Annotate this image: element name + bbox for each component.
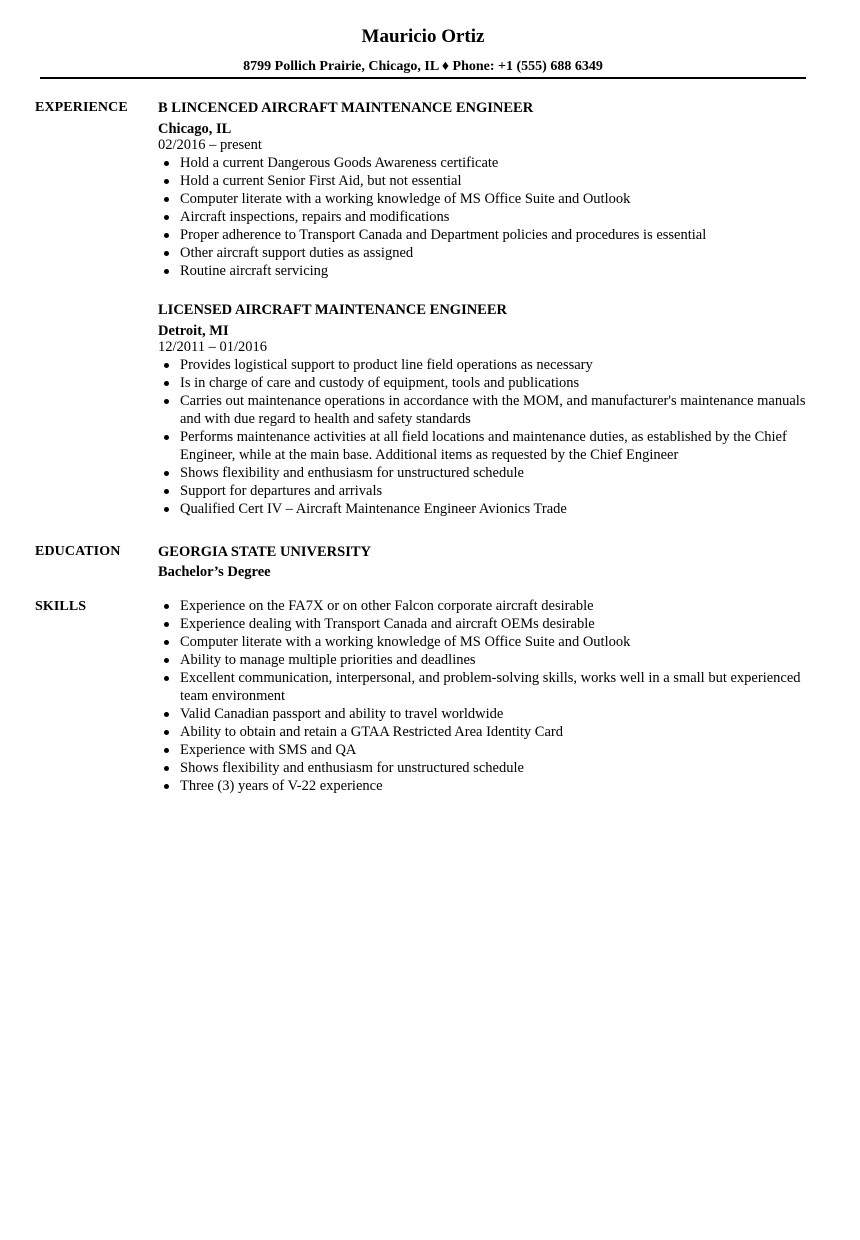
bullet-icon <box>164 363 169 368</box>
list-item <box>158 356 818 374</box>
bullet-icon <box>164 215 169 220</box>
job-duties-list <box>158 356 818 518</box>
bullet-icon <box>164 399 169 404</box>
bullet-icon <box>164 161 169 166</box>
list-item <box>158 777 818 795</box>
duty-text: Other aircraft support duties as assigned <box>180 245 414 261</box>
bullet-icon <box>164 604 169 609</box>
skills-list <box>158 597 818 795</box>
duty-text: Qualified Cert IV – Aircraft Maintenance Engineer Avionics Trade <box>180 501 567 517</box>
list-item <box>158 615 818 633</box>
list-item <box>158 464 818 482</box>
job-location: Detroit, MI <box>158 323 229 339</box>
bullet-icon <box>164 676 169 681</box>
list-item <box>158 500 818 518</box>
duty-text: Is in charge of care and custody of equipment, tools and publications <box>180 375 580 391</box>
job-dates: 02/2016 – present <box>158 137 262 153</box>
duty-text: Carries out maintenance operations in accordance with the MOM, and manufacturer's maintenance manuals and with due regard to health and safety standards <box>180 393 806 427</box>
bullet-icon <box>164 381 169 386</box>
duty-text: Aircraft inspections, repairs and modifications <box>180 209 450 225</box>
duty-text: Proper adherence to Transport Canada and Department policies and procedures is essential <box>180 227 707 243</box>
bullet-icon <box>164 507 169 512</box>
header-divider <box>40 77 806 79</box>
list-item <box>158 208 818 226</box>
job-location: Chicago, IL <box>158 121 232 137</box>
skill-text: Ability to manage multiple priorities and deadlines <box>180 652 476 668</box>
list-item <box>158 262 818 280</box>
bullet-icon <box>164 269 169 274</box>
skill-text: Experience on the FA7X or on other Falcon corporate aircraft desirable <box>180 598 594 614</box>
education-heading: EDUCATION <box>35 544 121 559</box>
bullet-icon <box>164 622 169 627</box>
bullet-icon <box>164 658 169 663</box>
list-item <box>158 633 818 651</box>
list-item <box>158 244 818 262</box>
list-item <box>158 651 818 669</box>
candidate-name: Mauricio Ortiz <box>361 26 485 47</box>
skill-text: Computer literate with a working knowledge of MS Office Suite and Outlook <box>180 634 631 650</box>
skill-text: Experience dealing with Transport Canada and aircraft OEMs desirable <box>180 616 595 632</box>
skill-text: Excellent communication, interpersonal, and problem-solving skills, works well in a small but experienced team environment <box>180 670 801 704</box>
bullet-icon <box>164 640 169 645</box>
list-item <box>158 226 818 244</box>
list-item <box>158 154 818 172</box>
education-entry <box>158 543 818 581</box>
list-item <box>158 172 818 190</box>
duty-text: Performs maintenance activities at all field locations and maintenance duties, as established by the Chief Engineer, while at the main base. Additional items as requested by the Chief Engineer <box>180 429 787 463</box>
list-item <box>158 428 818 464</box>
school-name: GEORGIA STATE UNIVERSITY <box>158 544 371 560</box>
skill-text: Three (3) years of V-22 experience <box>180 778 383 794</box>
list-item <box>158 482 818 500</box>
job-duties-list <box>158 154 818 280</box>
job-dates: 12/2011 – 01/2016 <box>158 339 268 355</box>
skill-text: Valid Canadian passport and ability to travel worldwide <box>180 706 504 722</box>
duty-text: Computer literate with a working knowledge of MS Office Suite and Outlook <box>180 191 631 207</box>
bullet-icon <box>164 712 169 717</box>
list-item <box>158 723 818 741</box>
list-item <box>158 597 818 615</box>
list-item <box>158 374 818 392</box>
skills-heading: SKILLS <box>35 599 87 614</box>
job-entry <box>158 301 818 518</box>
bullet-icon <box>164 197 169 202</box>
job-title: LICENSED AIRCRAFT MAINTENANCE ENGINEER <box>158 302 507 318</box>
bullet-icon <box>164 766 169 771</box>
skill-text: Ability to obtain and retain a GTAA Restricted Area Identity Card <box>180 724 563 740</box>
bullet-icon <box>164 233 169 238</box>
list-item <box>158 669 818 705</box>
duty-text: Hold a current Dangerous Goods Awareness certificate <box>180 155 499 171</box>
skills-entry <box>158 597 818 795</box>
experience-heading: EXPERIENCE <box>35 100 128 115</box>
contact-line: 8799 Pollich Prairie, Chicago, IL ♦ Phone: +1 (555) 688 6349 <box>243 59 603 74</box>
list-item <box>158 190 818 208</box>
duty-text: Hold a current Senior First Aid, but not essential <box>180 173 462 189</box>
duty-text: Routine aircraft servicing <box>180 263 329 279</box>
bullet-icon <box>164 179 169 184</box>
bullet-icon <box>164 489 169 494</box>
list-item <box>158 759 818 777</box>
bullet-icon <box>164 784 169 789</box>
job-entry <box>158 99 818 280</box>
list-item <box>158 741 818 759</box>
degree-name: Bachelor’s Degree <box>158 564 271 580</box>
bullet-icon <box>164 251 169 256</box>
bullet-icon <box>164 435 169 440</box>
job-title: B LINCENCED AIRCRAFT MAINTENANCE ENGINEER <box>158 100 534 116</box>
skill-text: Experience with SMS and QA <box>180 742 357 758</box>
duty-text: Shows flexibility and enthusiasm for unstructured schedule <box>180 465 524 481</box>
duty-text: Support for departures and arrivals <box>180 483 383 499</box>
list-item <box>158 705 818 723</box>
list-item <box>158 392 818 428</box>
bullet-icon <box>164 748 169 753</box>
skill-text: Shows flexibility and enthusiasm for unstructured schedule <box>180 760 524 776</box>
duty-text: Provides logistical support to product line field operations as necessary <box>180 357 593 373</box>
bullet-icon <box>164 730 169 735</box>
bullet-icon <box>164 471 169 476</box>
